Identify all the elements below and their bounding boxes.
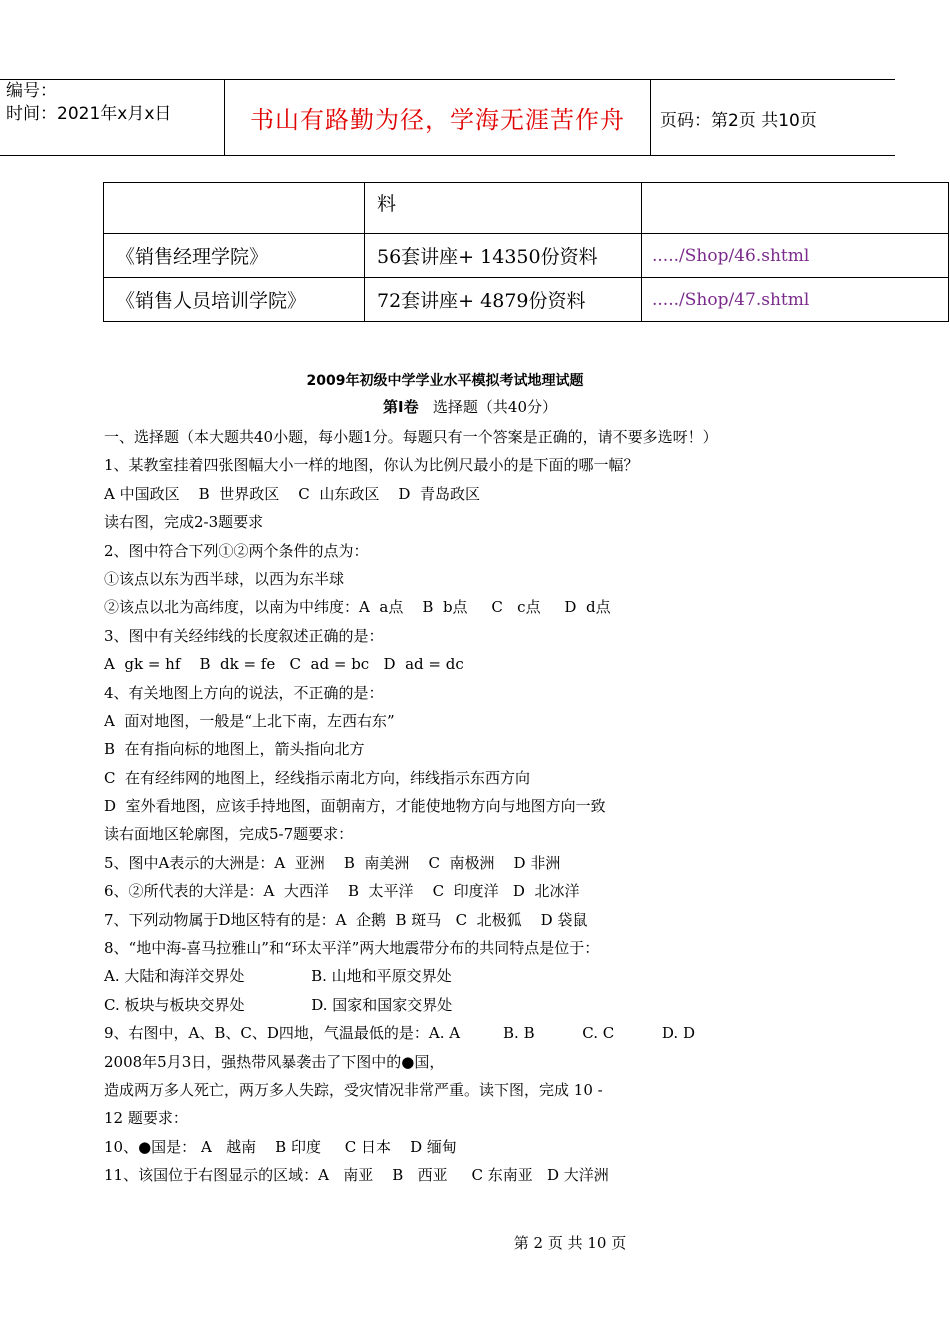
header-page-label: 页码：第2页 共10页 <box>660 111 817 131</box>
table-cell-desc: 56套讲座+ 14350份资料 <box>365 234 642 278</box>
question-line: 3、图中有关经纬线的长度叙述正确的是： <box>104 626 384 645</box>
question-line: 6、②所代表的大洋是：A 大西洋 B 太平洋 C 印度洋 D 北冰洋 <box>104 882 580 901</box>
question-line: 8、“地中海-喜马拉雅山”和“环太平洋”两大地震带分布的共同特点是位于： <box>104 939 600 958</box>
question-line: 2、图中符合下列①②两个条件的点为： <box>104 541 369 560</box>
table-cell-link <box>642 183 949 234</box>
question-line: 12 题要求： <box>104 1109 188 1128</box>
question-line: 9、右图中，A、B、C、D四地，气温最低的是：A. A B. B C. C D. D <box>104 1024 695 1043</box>
exam-title: 2009年初级中学学业水平模拟考试地理试题 <box>306 373 584 389</box>
question-line: C. 板块与板块交界处 D. 国家和国家交界处 <box>104 995 453 1014</box>
header-bottom-rule <box>0 155 895 156</box>
question-line: ①该点以东为西半球，以西为东半球 <box>104 569 345 588</box>
question-line: ②该点以北为高纬度，以南为中纬度：A a点 B b点 C c点 D d点 <box>104 598 611 617</box>
table-row <box>104 278 949 322</box>
question-line: 一、选择题（本大题共40小题，每小题1分。每题只有一个答案是正确的，请不要多选呀！） <box>104 428 718 446</box>
question-line: 读右图，完成2-3题要求 <box>104 513 264 532</box>
exam-subtitle <box>0 396 940 417</box>
volume-desc: 选择题（共40分） <box>432 398 557 416</box>
table-cell-name <box>104 183 365 234</box>
question-line: 1、某教室挂着四张图幅大小一样的地图，你认为比例尺最小的是下面的哪一幅？ <box>104 456 639 475</box>
table-cell-name: 《销售经理学院》 <box>104 234 365 278</box>
table-row <box>104 234 949 278</box>
question-line: 造成两万多人死亡，两万多人失踪，受灾情况非常严重。读下图，完成 10 - <box>104 1080 603 1099</box>
table-cell-desc: 72套讲座+ 4879份资料 <box>365 278 642 322</box>
question-line: A. 大陆和海洋交界处 B. 山地和平原交界处 <box>104 967 452 986</box>
table-row <box>104 183 949 234</box>
resource-table <box>103 182 949 322</box>
serial-label: 编号： <box>6 81 57 101</box>
volume-label: 第Ⅰ卷 <box>383 398 419 416</box>
question-line: A gk = hf B dk = fe C ad = bc D ad = dc <box>104 655 464 674</box>
question-line: A 中国政区 B 世界政区 C 山东政区 D 青岛政区 <box>104 484 480 503</box>
time-label: 时间：2021年x月x日 <box>6 104 172 124</box>
question-line: 5、图中A表示的大洲是：A 亚洲 B 南美洲 C 南极洲 D 非洲 <box>104 853 561 872</box>
question-line: 7、下列动物属于D地区特有的是：A 企鹅 B 斑马 C 北极狐 D 袋鼠 <box>104 910 588 929</box>
table-cell-link[interactable]: ...../Shop/46.shtml <box>642 234 949 278</box>
question-line: 4、有关地图上方向的说法，不正确的是： <box>104 683 384 702</box>
question-line: 2008年5月3日，强热带风暴袭击了下图中的●国， <box>104 1052 445 1071</box>
header-motto: 书山有路勤为径，学海无涯苦作舟 <box>250 106 625 134</box>
question-line: 10、●国是： A 越南 B 印度 C 日本 D 缅甸 <box>104 1137 457 1156</box>
question-line: B 在有指向标的地图上，箭头指向北方 <box>104 740 365 759</box>
table-cell-desc: 料 <box>365 183 642 234</box>
question-line: A 面对地图，一般是“上北下南，左西右东” <box>104 711 395 730</box>
table-cell-link[interactable]: ...../Shop/47.shtml <box>642 278 949 322</box>
question-line: 读右面地区轮廓图，完成5-7题要求： <box>104 825 354 844</box>
question-list <box>104 423 864 1190</box>
question-line: D 室外看地图，应该手持地图，面朝南方，才能使地物方向与地图方向一致 <box>104 797 606 816</box>
question-line: 11、该国位于右图显示的区域：A 南亚 B 西亚 C 东南亚 D 大洋洲 <box>104 1166 609 1185</box>
header-meta <box>6 80 171 126</box>
page-footer: 第 2 页 共 10 页 <box>513 1234 627 1252</box>
table-cell-name: 《销售人员培训学院》 <box>104 278 365 322</box>
question-line: C 在有经纬网的地图上，经线指示南北方向，纬线指示东西方向 <box>104 768 531 787</box>
header-divider <box>650 79 651 155</box>
